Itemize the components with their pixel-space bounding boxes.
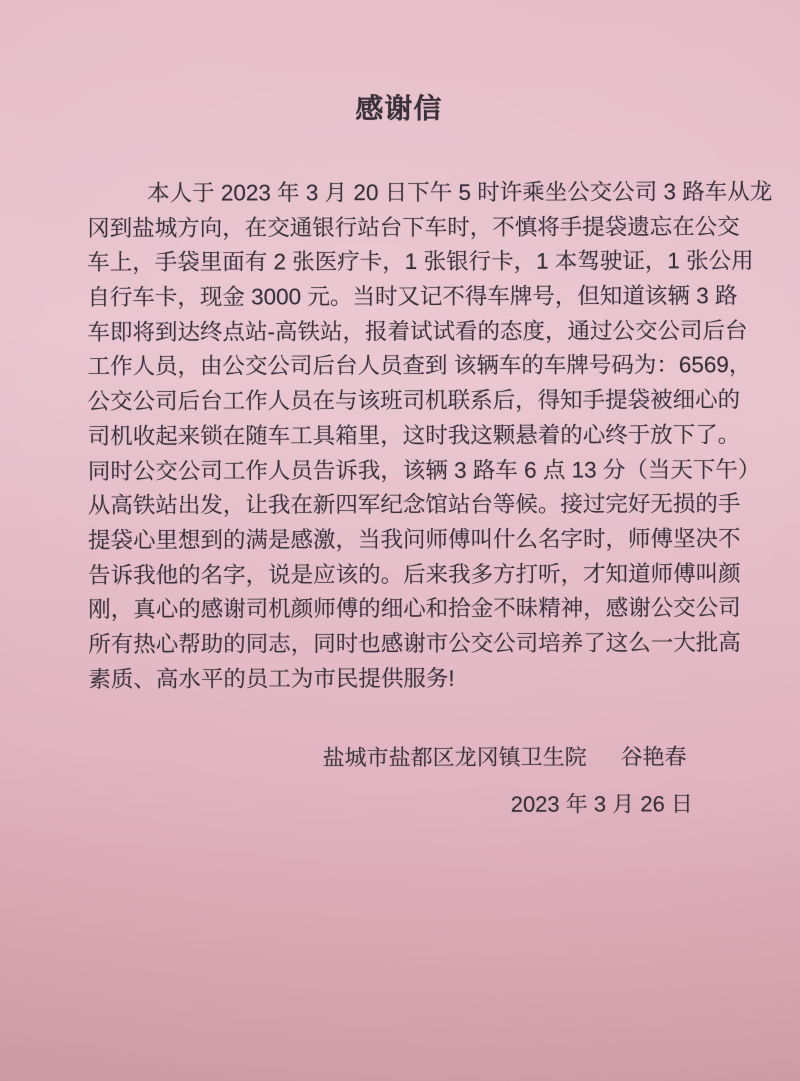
letter-line: 车即将到达终点站-高铁站，报着试试看的态度，通过公交公司后台 <box>87 317 748 345</box>
letter-line: 素质、高水平的员工为市民提供服务! <box>88 665 455 692</box>
letter-line: 司机收起来锁在随车工具箱里，这时我这颗悬着的心终于放下了。 <box>87 421 741 449</box>
letter-line: 本人于 2023 年 3 月 20 日下午 5 时许乘坐公交公司 3 路车从龙 <box>147 179 773 206</box>
letter-line: 所有热心帮助的同志，同时也感谢市公交公司培养了这么一大批高 <box>88 630 741 657</box>
letter-line: 车上，手袋里面有 2 张医疗卡，1 张银行卡，1 本驾驶证，1 张公用 <box>87 248 754 276</box>
letter-line: 提袋心里想到的满是感激，当我问师傅叫什么名字时，师傅坚决不 <box>87 525 741 553</box>
letter-signature <box>323 740 687 772</box>
letter-body <box>87 175 773 697</box>
letter-line: 刚，真心的感谢司机颜师傅的细心和拾金不昧精神，感谢公交公司 <box>88 595 741 623</box>
letter-line: 同时公交公司工作人员告诉我，该辆 3 路车 6 点 13 分（当天下午） <box>87 456 761 484</box>
letter-line: 工作人员，由公交公司后台人员查到 该辆车的车牌号码为：6569， <box>87 352 752 380</box>
letter-title: 感谢信 <box>355 92 443 125</box>
letter-line: 自行车卡，现金 3000 元。当时又记不得车牌号，但知道该辆 3 路 <box>87 283 738 310</box>
letter-line: 冈到盐城方向，在交通银行站台下车时，不慎将手提袋遗忘在公交 <box>87 213 740 241</box>
signature-name: 谷艳春 <box>620 744 687 770</box>
letter-line: 告诉我他的名字，说是应该的。后来我多方打听，才知道师傅叫颜 <box>88 560 741 588</box>
letter-line: 公交公司后台工作人员在与该班司机联系后，得知手提袋被细心的 <box>87 387 741 414</box>
signature-organization: 盐城市盐都区龙冈镇卫生院 <box>322 744 587 771</box>
letter-date: 2023 年 3 月 26 日 <box>510 791 693 817</box>
letter-line: 从高铁站出发，让我在新四军纪念馆站台等候。接过完好无损的手 <box>87 491 741 519</box>
